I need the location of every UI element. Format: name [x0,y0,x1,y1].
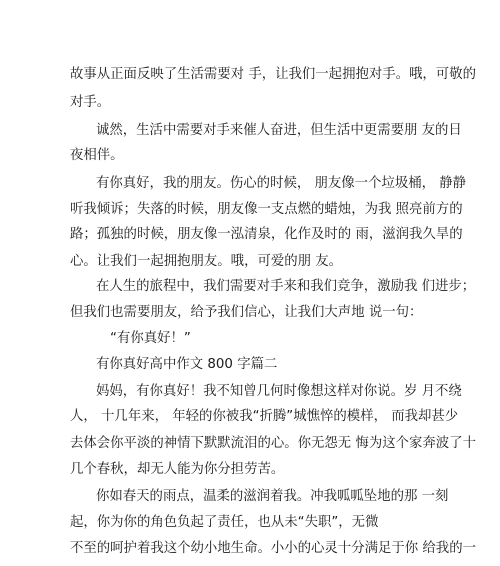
text-line: 但我们也需要朋友，给予我们信心，让我们大声地 说一句： [70,305,423,320]
section-heading: 有你真好高中作文 800 字篇二 [96,357,278,372]
text-line: 有你真好，我的朋友。伤心的时候， 朋友像一个垃圾桶， 静静 [96,176,467,191]
text-line: 起，你为你的角色负起了责任，也从未“失职”，无微 [70,515,379,530]
text-line: 不至的呵护着我这个幼小地生命。小小的心灵十分满足于你 给我的一 [70,541,476,556]
text-line: 心。让我们一起拥抱朋友。哦，可爱的朋 友。 [70,254,343,269]
text-line: 去体会你平淡的神情下默默流泪的心。你无怨无 悔为这个家奔波了十 [70,436,476,451]
text-line: 对手。 [70,95,111,110]
quote-line: “有你真好！” [110,331,191,346]
text-line: 诚然，生活中需要对手来催人奋进，但生活中更需要朋 友的日 [96,123,462,138]
text-line: 路；孤独的时候，朋友像一泓清泉，化作及时的 雨，滋润我久旱的 [70,227,463,242]
text-line: 妈妈，有你真好！我不知曾几何时像想这样对你说。岁 月不绕 [96,384,462,399]
text-line: 你如春天的雨点，温柔的滋润着我。冲我呱呱坠地的那 一刻 [96,489,449,504]
text-line: 几个春秋，却无人能为你分担劳苦。 [70,462,285,477]
text-line: 人， 十几年来， 年轻的你被我“折腾”城憔悴的模样， 而我却甚少 [70,409,459,424]
text-line: 故事从正面反映了生活需要对 手，让我们一起拥抱对手。哦，可敬的 [70,67,476,82]
text-line: 夜相伴。 [70,148,124,163]
text-line: 在人生的旅程中，我们需要对手来和我们竞争，激励我 们进步； [96,279,476,294]
text-line: 听我倾诉；失落的时候，朋友像一支点燃的蜡烛，为我 照亮前方的 [70,202,463,217]
